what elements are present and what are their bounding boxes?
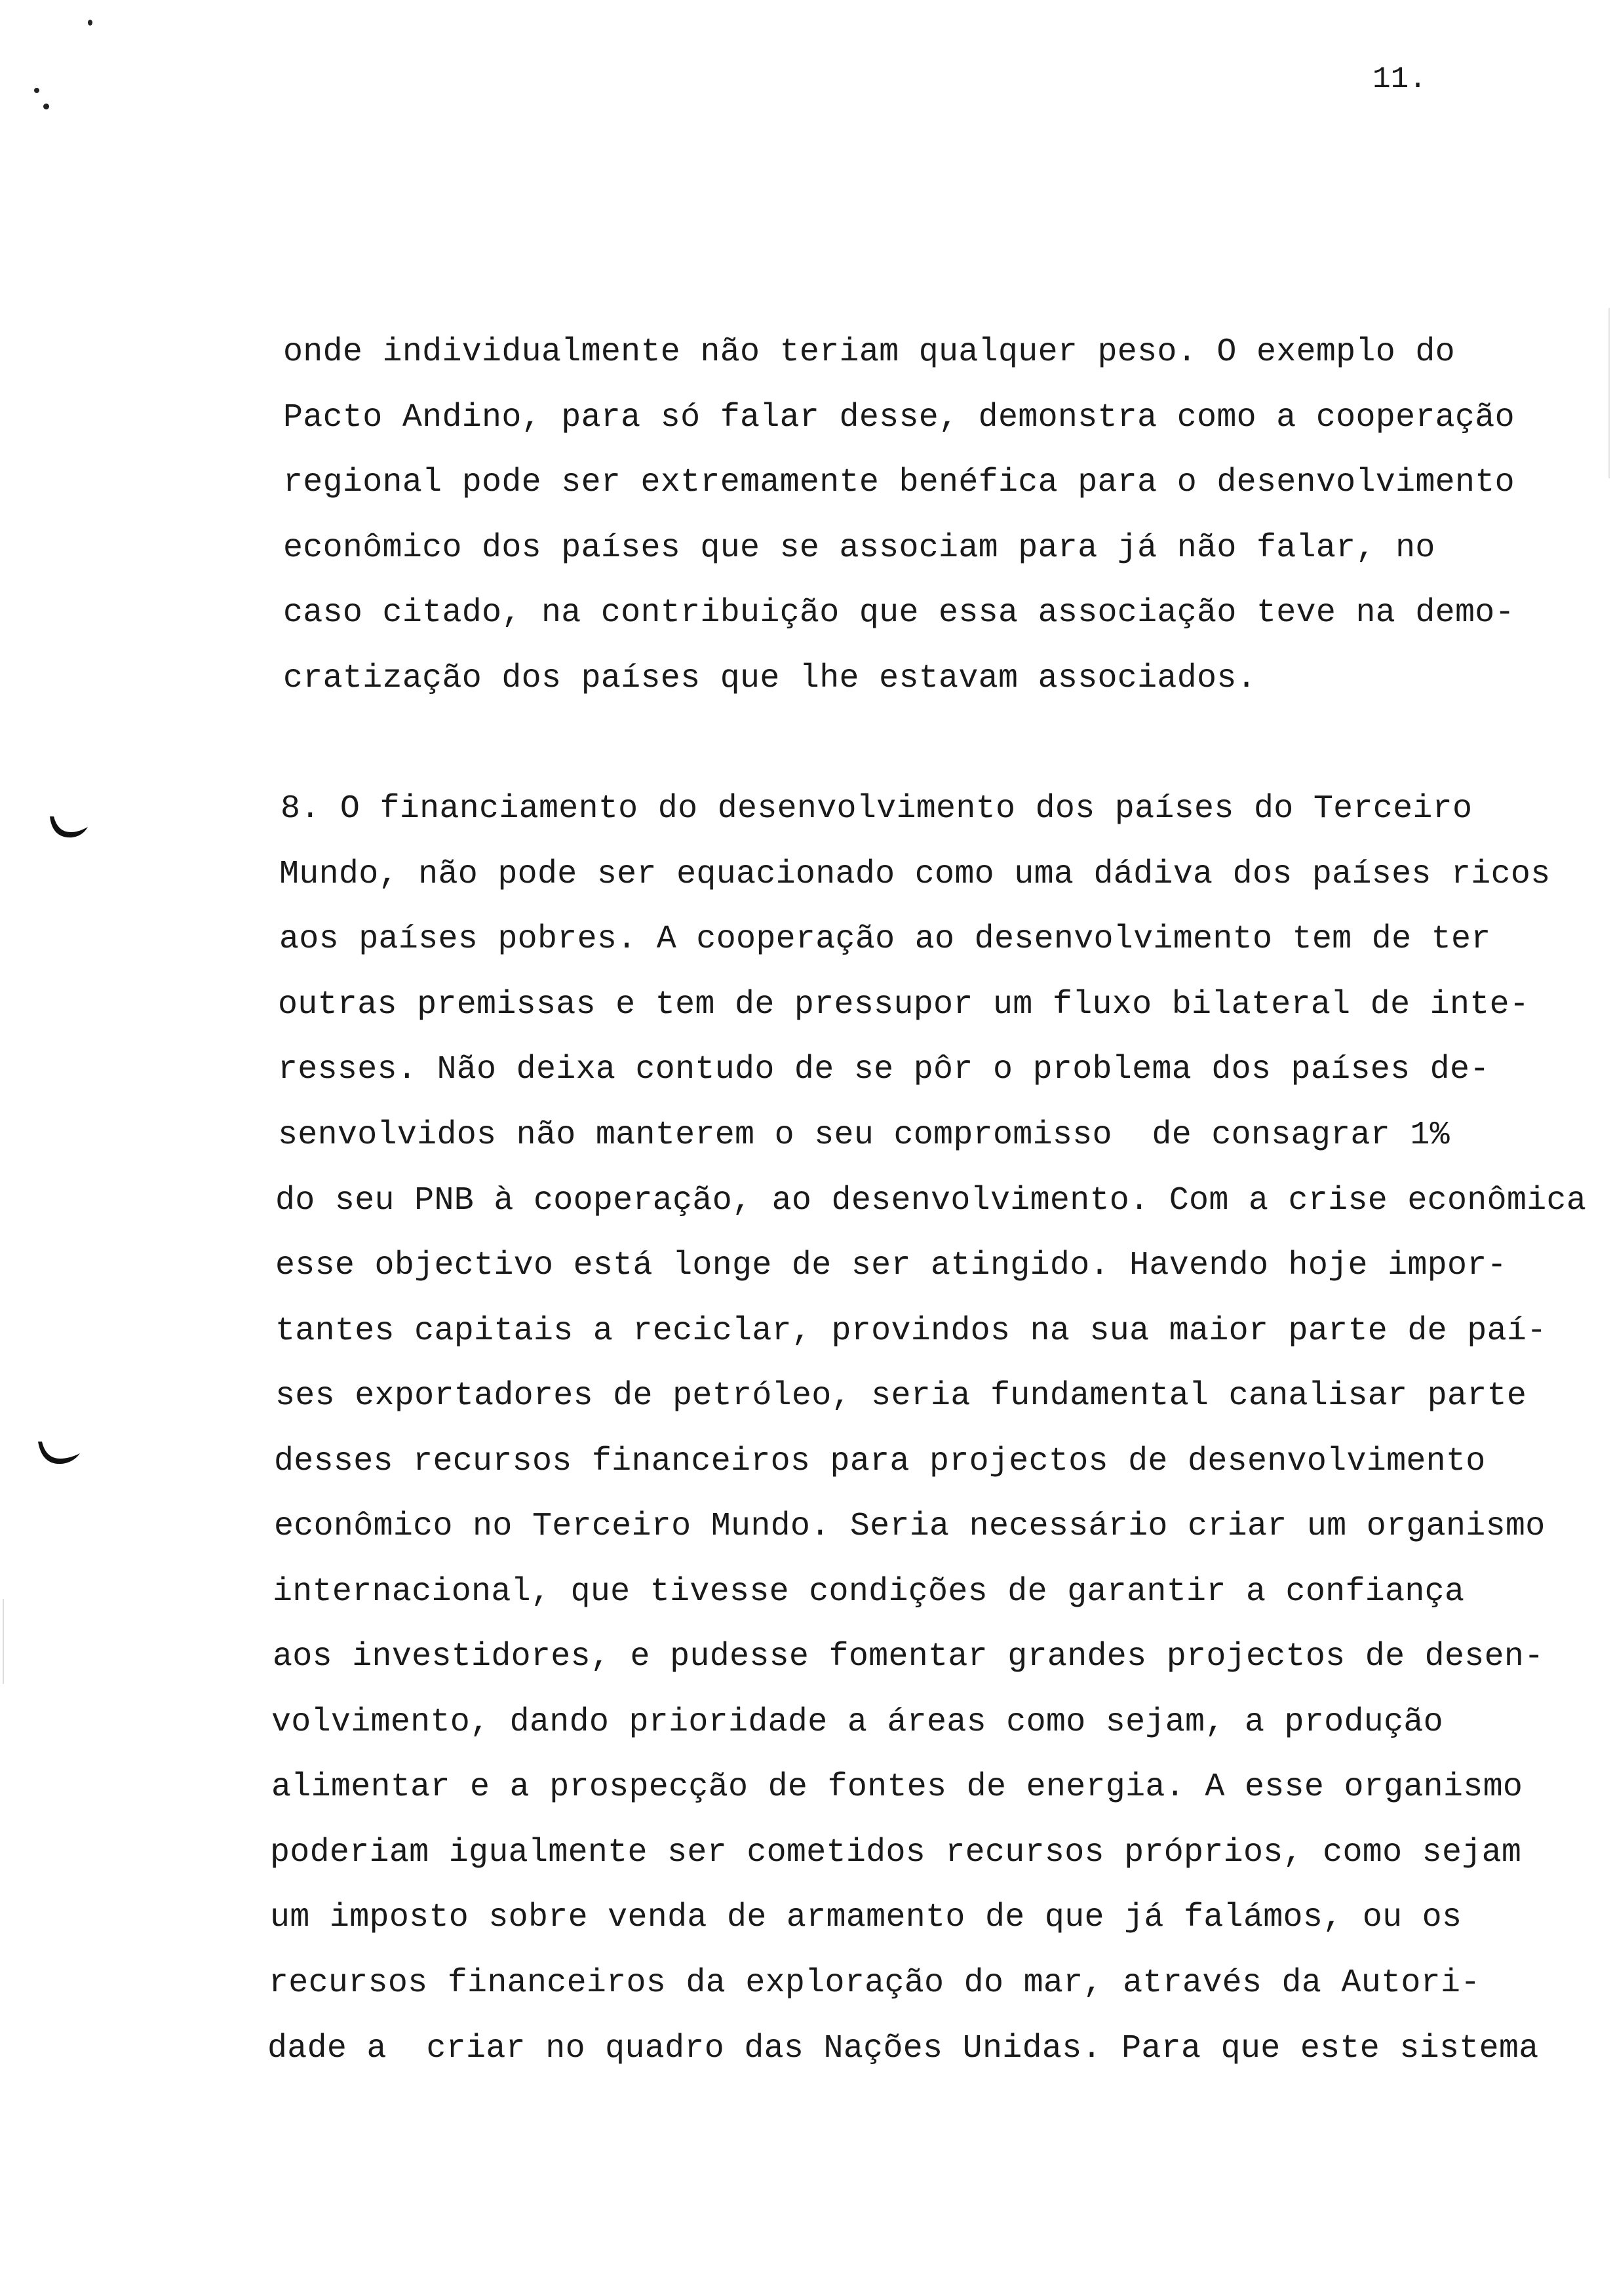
text-line: Mundo, não pode ser equacionado como uma dádiva dos países ricos bbox=[279, 856, 1551, 893]
text-line: volvimento, dando prioridade a áreas como sejam, a produção bbox=[271, 1704, 1443, 1741]
text-line: cratização dos países que lhe estavam associados. bbox=[283, 660, 1256, 697]
text-line: econômico no Terceiro Mundo. Seria necessário criar um organismo bbox=[274, 1508, 1546, 1545]
text-line: esse objectivo está longe de ser atingido. Havendo hoje impor- bbox=[275, 1247, 1507, 1284]
text-line: senvolvidos não manterem o seu compromisso de consagrar 1% bbox=[278, 1117, 1450, 1154]
scan-speck bbox=[88, 20, 92, 26]
text-line: econômico dos países que se associam para já não falar, no bbox=[283, 529, 1435, 567]
text-line: do seu PNB à cooperação, ao desenvolvimento. Com a crise econômica bbox=[275, 1182, 1587, 1219]
text-line: onde individualmente não teriam qualquer peso. O exemplo do bbox=[283, 334, 1455, 371]
text-line: internacional, que tivesse condições de garantir a confiança bbox=[273, 1573, 1465, 1611]
text-line: aos investidores, e pudesse fomentar grandes projectos de desen- bbox=[273, 1638, 1544, 1675]
binder-mark-icon bbox=[46, 813, 92, 845]
text-line: alimentar e a prospecção de fontes de energia. A esse organismo bbox=[271, 1769, 1523, 1806]
text-line: Pacto Andino, para só falar desse, demonstra como a cooperação bbox=[283, 399, 1515, 436]
text-line: ses exportadores de petróleo, seria fundamental canalisar parte bbox=[275, 1377, 1527, 1415]
text-line: resses. Não deixa contudo de se pôr o problema dos países de- bbox=[278, 1051, 1490, 1088]
text-line: 8. O financiamento do desenvolvimento dos países do Terceiro bbox=[281, 790, 1473, 828]
binder-mark-icon bbox=[34, 1439, 84, 1472]
text-line: recursos financeiros da exploração do mar, através da Autori- bbox=[269, 1964, 1481, 2002]
scan-edge-line bbox=[3, 1599, 4, 1684]
text-line: desses recursos financeiros para projectos de desenvolvimento bbox=[274, 1443, 1486, 1480]
scan-edge-line bbox=[1608, 308, 1610, 478]
text-line: poderiam igualmente ser cometidos recursos próprios, como sejam bbox=[270, 1834, 1522, 1871]
page-number: 11. bbox=[1372, 62, 1427, 96]
text-line: dade a criar no quadro das Nações Unidas. Para que este sistema bbox=[267, 2030, 1539, 2067]
text-line: um imposto sobre venda de armamento de que já falámos, ou os bbox=[270, 1899, 1462, 1936]
text-line: regional pode ser extremamente benéfica para o desenvolvimento bbox=[283, 464, 1515, 501]
text-line: caso citado, na contribuição que essa associação teve na demo- bbox=[283, 594, 1515, 632]
scan-speck bbox=[34, 88, 39, 93]
text-line: outras premissas e tem de pressupor um fluxo bilateral de inte- bbox=[278, 986, 1530, 1024]
text-line: aos países pobres. A cooperação ao desenvolvimento tem de ter bbox=[279, 921, 1491, 958]
text-line: tantes capitais a reciclar, provindos na sua maior parte de paí- bbox=[275, 1312, 1547, 1350]
scan-speck bbox=[43, 104, 49, 109]
